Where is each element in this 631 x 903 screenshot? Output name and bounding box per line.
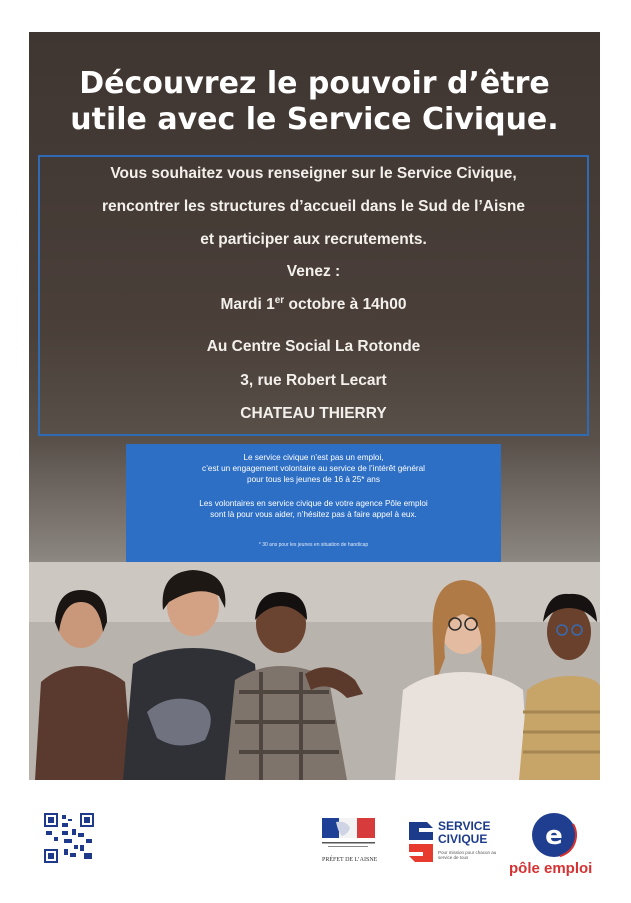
notice-p2-line2: sont là pour vous aider, n’hésitez pas à faire appel à eux. [210,510,417,519]
event-city: CHATEAU THIERRY [240,405,387,422]
service-civique-line2: CIVIQUE [438,832,488,846]
service-civique-line1: SERVICE [438,819,491,833]
title-line-1: Découvrez le pouvoir d’être [79,66,550,101]
group-photo [29,562,600,780]
date-suffix: octobre à 14h00 [284,296,407,313]
date-prefix: Mardi 1 [220,296,275,313]
venez-label: Venez : [286,263,341,280]
qr-code[interactable] [44,813,94,863]
event-street: 3, rue Robert Lecart [240,372,387,389]
title-line-2: utile avec le Service Civique. [70,102,559,137]
service-civique-tagline: Pour mission pour chacun au service de tous [438,850,497,860]
pole-emploi-wordmark: pôle emploi [509,860,593,877]
notice-p1-line3: pour tous les jeunes de 16 à 25* ans [247,475,380,484]
info-line-1: Vous souhaitez vous renseigner sur le Service Civique, [110,165,517,182]
notice-p2-line1: Les volontaires en service civique de votre agence Pôle emploi [199,499,428,508]
event-info-box [38,155,589,436]
service-civique-logo-icon [405,818,437,866]
poster [29,32,600,780]
svg-text:e: e [545,821,563,851]
notice-p1-line2: c’est un engagement volontaire au service de l’intérêt général [201,464,426,473]
service-civique-notice [126,444,501,562]
prefet-label: PRÉFET DE L’AISNE [322,857,378,863]
notice-p1-line1: Le service civique n’est pas un emploi, [243,453,384,462]
info-line-3: et participer aux recrutements. [200,231,427,248]
poster-title [29,66,600,138]
notice-footnote: * 30 ans pour les jeunes en situation de handicap [258,542,369,548]
event-place: Au Centre Social La Rotonde [206,338,421,355]
info-line-2: rencontrer les structures d’accueil dans le Sud de l’Aisne [102,198,525,215]
event-date [40,295,587,317]
service-civique-wordmark [438,820,490,846]
date-superscript: er [274,295,285,306]
pole-emploi-logo-icon [531,812,577,858]
